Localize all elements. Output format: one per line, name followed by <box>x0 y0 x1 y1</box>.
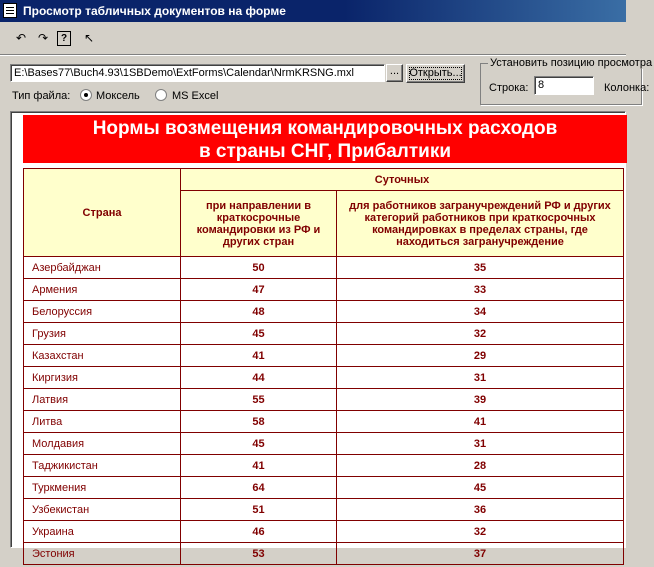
value-cell-col2: 35 <box>337 257 624 279</box>
help-icon[interactable]: ? <box>57 31 71 46</box>
undo-icon[interactable]: ↶ <box>15 31 27 45</box>
value-cell-col2: 31 <box>337 367 624 389</box>
value-cell-col2: 33 <box>337 279 624 301</box>
value-cell-col1: 47 <box>181 279 337 301</box>
value-cell-col2: 41 <box>337 411 624 433</box>
table-row <box>24 389 624 411</box>
table-title <box>23 115 627 163</box>
table-title-line1: Нормы возмещения командировочных расходов <box>92 118 558 139</box>
value-cell-col1: 50 <box>181 257 337 279</box>
table-title-line2: в страны СНГ, Прибалтики <box>198 141 452 162</box>
table-row <box>24 433 624 455</box>
value-cell-col2: 34 <box>337 301 624 323</box>
pointer-help-icon[interactable]: ↖ <box>83 31 95 45</box>
file-type-label: Тип файла: <box>12 90 71 102</box>
file-path-input[interactable]: E:\Bases77\Buch4.93\1SBDemo\ExtForms\Calendar\NrmKRSNG.mxl <box>10 64 385 82</box>
table-row <box>24 543 624 565</box>
title-bar <box>0 0 626 22</box>
redo-icon[interactable]: ↷ <box>37 31 49 45</box>
value-cell-col1: 48 <box>181 301 337 323</box>
value-cell-col2: 32 <box>337 521 624 543</box>
radio-moxcel-label: Моксель <box>96 90 140 102</box>
window-title: Просмотр табличных документов на форме <box>23 4 286 18</box>
value-cell-col2: 39 <box>337 389 624 411</box>
header-col2: для работников загранучреждений РФ и других категорий работников при краткосрочных командировках в пределах страны, где находиться загранучреждение <box>337 191 624 257</box>
value-cell-col1: 53 <box>181 543 337 565</box>
browse-button[interactable]: ... <box>386 64 403 82</box>
value-cell-col2: 31 <box>337 433 624 455</box>
open-button[interactable]: Открыть... <box>406 64 465 83</box>
radio-excel-label: MS Excel <box>172 90 219 102</box>
header-country: Страна <box>24 169 181 257</box>
toolbar <box>0 26 626 50</box>
country-cell: Эстония <box>24 543 181 565</box>
header-daily: Суточных <box>181 169 624 191</box>
value-cell-col1: 45 <box>181 433 337 455</box>
country-cell: Киргизия <box>24 367 181 389</box>
value-cell-col2: 37 <box>337 543 624 565</box>
country-cell: Молдавия <box>24 433 181 455</box>
table-row <box>24 477 624 499</box>
value-cell-col1: 51 <box>181 499 337 521</box>
header-col1: при направлении в краткосрочные командировки из РФ и других стран <box>181 191 337 257</box>
value-cell-col2: 36 <box>337 499 624 521</box>
country-cell: Белоруссия <box>24 301 181 323</box>
value-cell-col1: 41 <box>181 345 337 367</box>
row-input[interactable]: 8 <box>534 76 594 95</box>
table-row <box>24 521 624 543</box>
value-cell-col2: 32 <box>337 323 624 345</box>
country-cell: Латвия <box>24 389 181 411</box>
country-cell: Казахстан <box>24 345 181 367</box>
toolbar-divider <box>0 54 626 56</box>
table-row <box>24 345 624 367</box>
table-row <box>24 367 624 389</box>
country-cell: Таджикистан <box>24 455 181 477</box>
country-cell: Армения <box>24 279 181 301</box>
table-row <box>24 411 624 433</box>
table-row <box>24 257 624 279</box>
table-row <box>24 279 624 301</box>
column-label: Колонка: <box>604 82 650 94</box>
country-cell: Туркмения <box>24 477 181 499</box>
spreadsheet-view[interactable] <box>10 111 626 560</box>
country-cell: Азербайджан <box>24 257 181 279</box>
country-cell: Литва <box>24 411 181 433</box>
table-row <box>24 455 624 477</box>
country-cell: Узбекистан <box>24 499 181 521</box>
position-group-title: Установить позицию просмотра <box>490 57 653 69</box>
value-cell-col1: 41 <box>181 455 337 477</box>
value-cell-col2: 28 <box>337 455 624 477</box>
document-icon <box>3 3 17 18</box>
country-cell: Грузия <box>24 323 181 345</box>
table-row <box>24 323 624 345</box>
country-cell: Украина <box>24 521 181 543</box>
value-cell-col1: 64 <box>181 477 337 499</box>
table-row <box>24 301 624 323</box>
value-cell-col2: 45 <box>337 477 624 499</box>
radio-excel[interactable] <box>155 89 167 101</box>
value-cell-col1: 58 <box>181 411 337 433</box>
row-label: Строка: <box>489 82 529 94</box>
value-cell-col1: 55 <box>181 389 337 411</box>
table-row <box>24 499 624 521</box>
value-cell-col1: 45 <box>181 323 337 345</box>
value-cell-col1: 44 <box>181 367 337 389</box>
allowance-table <box>23 168 624 565</box>
radio-moxcel[interactable] <box>80 89 92 101</box>
value-cell-col1: 46 <box>181 521 337 543</box>
value-cell-col2: 29 <box>337 345 624 367</box>
